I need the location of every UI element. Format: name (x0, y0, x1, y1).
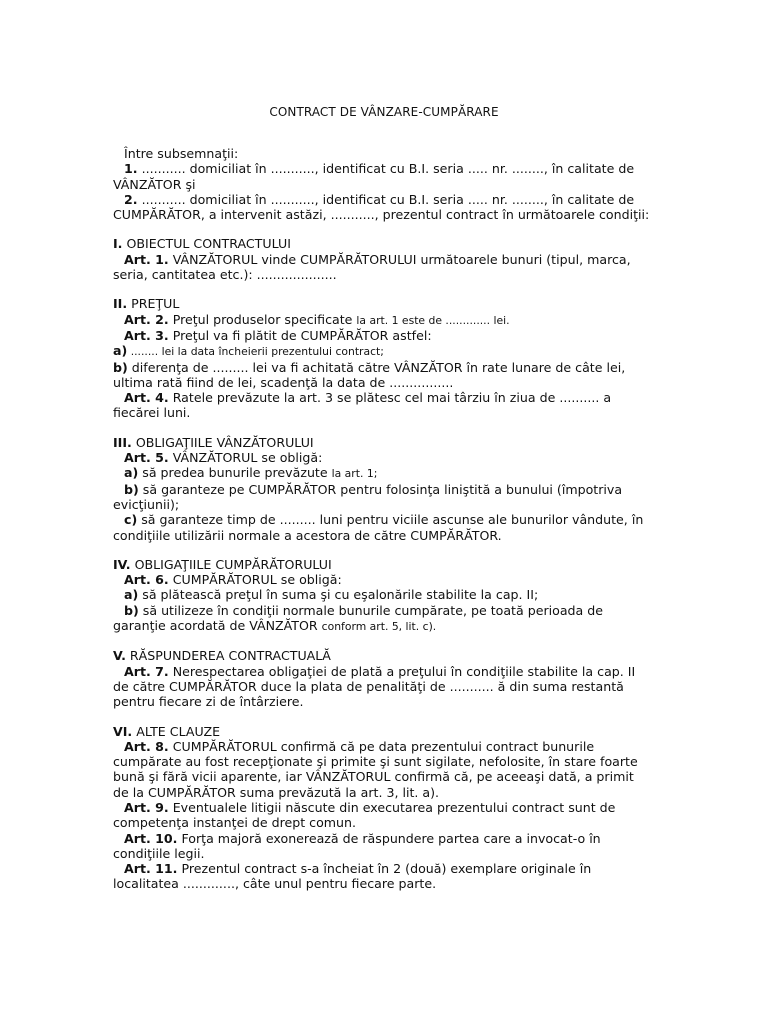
article-11-label: Art. 11. (124, 861, 178, 877)
article-10-text: Forţa majoră exonerează de răspundere partea care a invocat-o în condiţiile legii. (113, 830, 601, 861)
item-b-text-small: conform art. 5, lit. c). (321, 620, 437, 634)
party-1-text: ........... domiciliat în ..........., identificat cu B.I. seria ..... nr. ........, în calitate de VÂNZĂTOR şi (113, 161, 635, 192)
article-5-text: VÂNZĂTORUL se obligă: (168, 450, 323, 466)
section-2-title: PREŢUL (127, 296, 180, 312)
section-3-number: III. (113, 434, 132, 450)
section-4-number: IV. (113, 556, 131, 572)
spacer (113, 710, 653, 724)
article-3-item-a (113, 343, 653, 359)
article-5 (113, 450, 653, 465)
article-1-label: Art. 1. (124, 251, 169, 267)
article-8-label: Art. 8. (124, 738, 169, 754)
article-9 (113, 800, 653, 831)
article-6-text: CUMPĂRĂTORUL se obligă: (168, 572, 342, 588)
section-4-title: OBLIGAŢIILE CUMPĂRĂTORULUI (130, 556, 332, 572)
section-2-number: II. (113, 296, 128, 312)
section-1-title: OBIECTUL CONTRACTULUI (122, 236, 291, 252)
article-5-item-b (113, 482, 653, 513)
article-8-text: CUMPĂRĂTORUL confirmă că pe data prezentului contract bunurile cumpărate au fost recepţionate şi primite şi sunt sigilate, nefolosite, în stare foarte bună şi fără vicii aparente, iar VÂNZĂTORUL confirmă că, pe aceeaşi dată, a primit de la CUMPĂRĂTOR suma prevăzută la art. 3, lit. a). (113, 738, 638, 800)
section-3-title: OBLIGAŢIILE VÂNZĂTORULUI (131, 434, 314, 450)
section-2-heading (113, 296, 653, 311)
section-6-number: VI. (113, 723, 133, 739)
article-2-text: Preţul produselor specificate (168, 311, 357, 327)
section-6-heading (113, 724, 653, 739)
section-5-number: V. (113, 648, 126, 664)
article-2 (113, 312, 653, 328)
article-1 (113, 252, 653, 283)
party-2-number: 2. (124, 191, 138, 207)
article-6-item-b (113, 603, 653, 635)
item-a-label: a) (113, 343, 128, 359)
section-3-heading (113, 435, 653, 450)
spacer (113, 421, 653, 435)
article-7-text: Nerespectarea obligaţiei de plată a preţului în condiţiile stabilite la cap. II de către CUMPĂRĂTOR duce la plata de penalităţi de ........... ă din suma restantă pentru fiecare zi de întârziere. (113, 663, 636, 710)
article-3-label: Art. 3. (124, 327, 169, 343)
spacer (113, 222, 653, 236)
item-a-text: să predea bunurile prevăzute (138, 465, 332, 481)
document-body (113, 146, 653, 892)
article-2-text-small: la art. 1 este de ............. lei. (356, 313, 510, 327)
article-4 (113, 390, 653, 421)
article-9-text: Eventualele litigii născute din executarea prezentului contract sunt de competenţa instanţei de drept comun. (113, 799, 616, 831)
section-5-title: RĂSPUNDEREA CONTRACTUALĂ (125, 648, 331, 664)
article-9-label: Art. 9. (124, 799, 169, 815)
section-6-title: ALTE CLAUZE (132, 723, 221, 739)
article-6-label: Art. 6. (124, 572, 169, 588)
document-title: CONTRACT DE VÂNZARE-CUMPĂRARE (269, 105, 499, 119)
section-5-heading (113, 648, 653, 663)
article-8 (113, 739, 653, 800)
intro-line: Între subsemnaţii: (124, 146, 239, 161)
article-3-text: Preţul va fi plătit de CUMPĂRĂTOR astfel: (168, 327, 432, 343)
article-10 (113, 831, 653, 862)
section-4-heading (113, 557, 653, 572)
article-7 (113, 664, 653, 710)
item-b-label: b) (124, 481, 139, 497)
article-6-item-a (113, 587, 653, 602)
spacer (113, 282, 653, 296)
article-3-item-b (113, 360, 653, 391)
article-4-text: Ratele prevăzute la art. 3 se plătesc cel mai târziu în ziua de .......... a fiecărei luni. (113, 390, 612, 421)
article-5-label: Art. 5. (124, 450, 169, 466)
item-a-text: să plătească preţul în suma şi cu eşalonările stabilite la cap. II; (138, 587, 539, 603)
item-a-text: ........ lei la data încheierii prezentului contract; (127, 345, 384, 359)
article-10-label: Art. 10. (124, 830, 178, 846)
spacer (113, 634, 653, 648)
item-b-text: să garanteze pe CUMPĂRĂTOR pentru folosinţa liniştită a bunului (împotriva evicţiunii); (113, 481, 623, 512)
party-1 (113, 161, 653, 192)
party-2 (113, 192, 653, 223)
article-11 (113, 861, 653, 892)
article-3 (113, 328, 653, 343)
section-1-number: I. (113, 236, 123, 252)
item-c-label: c) (124, 512, 138, 528)
article-1-text: VÂNZĂTORUL vinde CUMPĂRĂTORULUI următoarele bunuri (tipul, marca, seria, cantitatea etc.): .................... (113, 251, 631, 283)
item-a-label: a) (124, 587, 139, 603)
article-5-item-a (113, 465, 653, 481)
article-4-label: Art. 4. (124, 390, 169, 406)
article-5-item-c (113, 512, 653, 543)
article-11-text: Prezentul contract s-a încheiat în 2 (două) exemplare originale în localitatea ............., câte unul pentru fiecare parte. (113, 861, 592, 892)
item-b-text: să utilizeze în condiţii normale bunurile cumpărate, pe toată perioada de garanţie acordată de VÂNZĂTOR (113, 602, 604, 634)
article-7-label: Art. 7. (124, 663, 169, 679)
item-c-text: să garanteze timp de ......... luni pentru viciile ascunse ale bunurilor vândute, în condiţiile utilizării normale a acestora de către CUMPĂRĂTOR. (113, 512, 644, 543)
item-b-label: b) (124, 602, 139, 618)
item-a-text-small: la art. 1; (331, 467, 378, 481)
section-1-heading (113, 236, 653, 251)
party-1-number: 1. (124, 161, 138, 177)
spacer (113, 543, 653, 557)
item-b-text: diferenţa de ......... lei va fi achitată către VÂNZĂTOR în rate lunare de câte lei, ultima rată fiind de lei, scadenţă la data de ................ (113, 359, 626, 390)
item-a-label: a) (124, 465, 139, 481)
party-2-text: ........... domiciliat în ..........., identificat cu B.I. seria ..... nr. ........, în calitate de CUMPĂRĂTOR, a intervenit astăzi, ..........., prezentul contract în următoarele condiţii: (113, 191, 650, 223)
article-6 (113, 572, 653, 587)
article-2-label: Art. 2. (124, 311, 169, 327)
item-b-label: b) (113, 359, 128, 375)
